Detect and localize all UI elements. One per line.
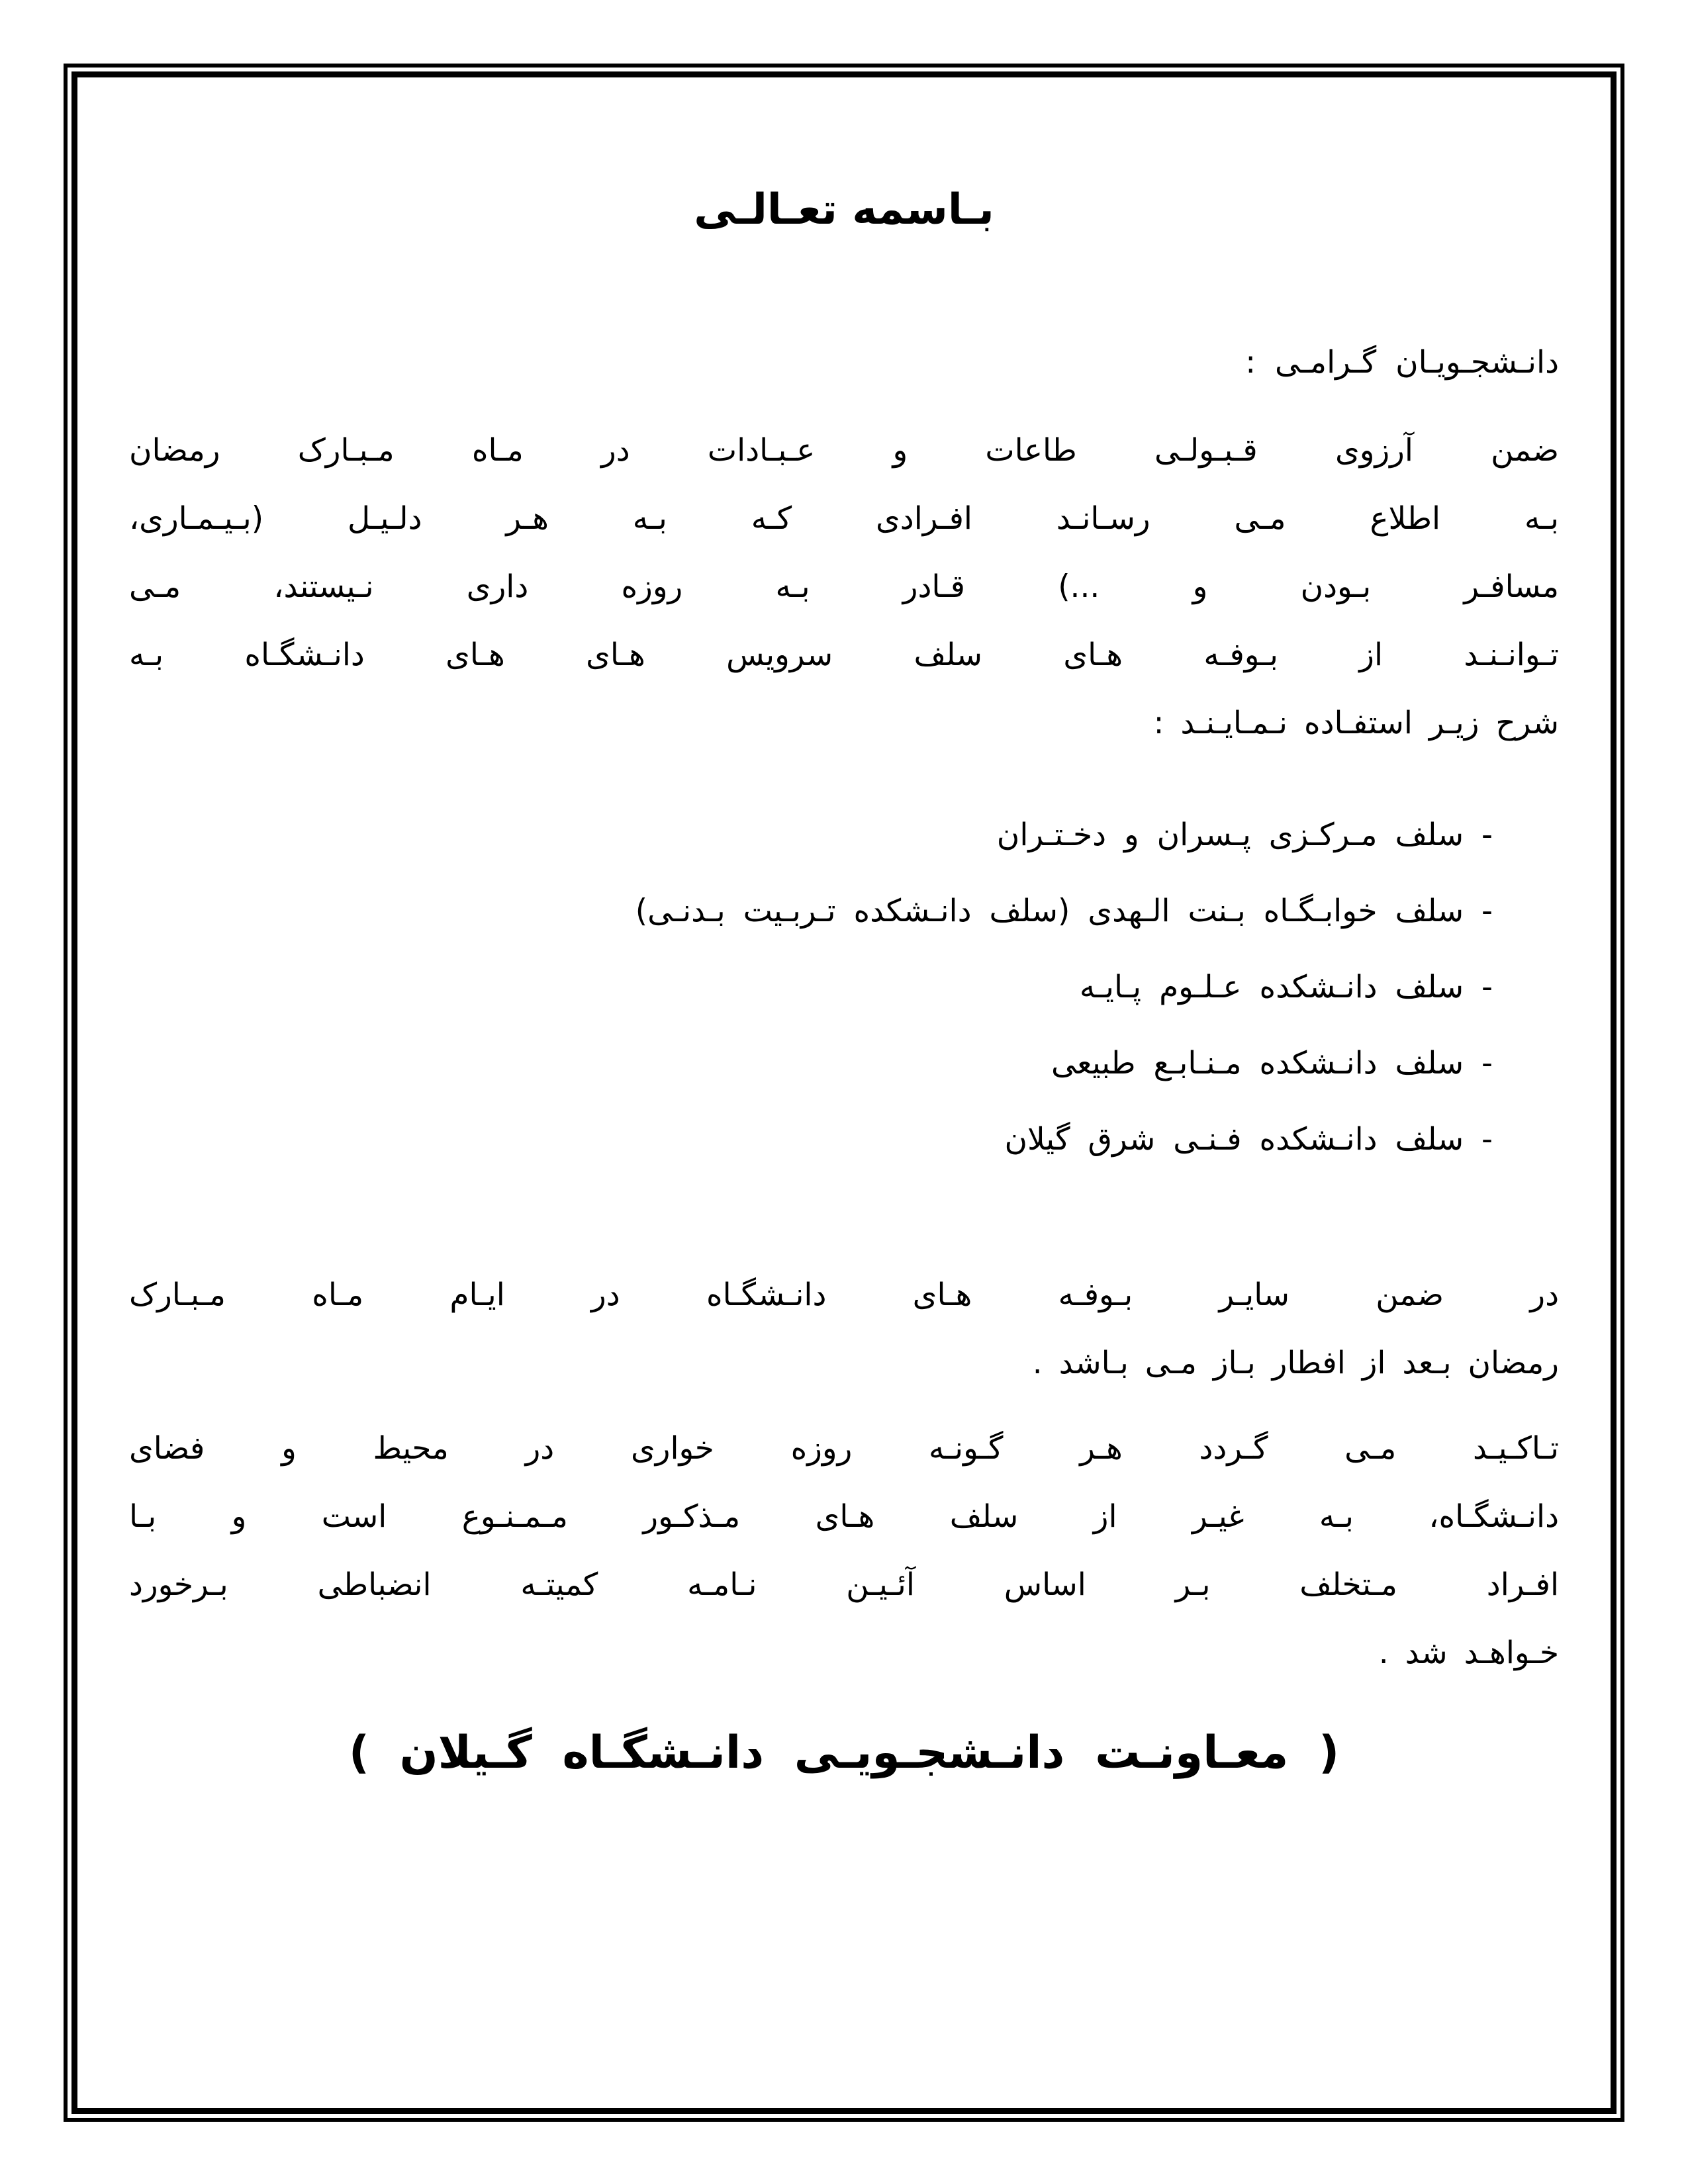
signature-line: ( معـاونـت دانـشجـویـی دانـشگـاه گـیلان ) (348, 1727, 1340, 1779)
intro-paragraph-line-5: شرح زیـر استفـاده نـمـایـنـد : (1153, 705, 1559, 741)
intro-paragraph-line-1: ضمن آرزوی قـبـولـی طاعات و عـبـادات در مـاه مـبـارک رمضان (129, 432, 1559, 469)
warning-line-2: دانـشگـاه، بـه غیـر از سلف هـای مـذکـور مـمـنـوع است و بـا (129, 1498, 1559, 1535)
cafeteria-item-natural-resources: - سلف دانـشکده مـنـابـع طبیعی (1051, 1045, 1493, 1081)
greeting-line: دانـشجـویـان گـرامـی : (1245, 344, 1559, 381)
other-buffets-line-2: رمضان بـعد از افطار بـاز مـی بـاشد . (1032, 1345, 1559, 1381)
intro-paragraph (129, 416, 1559, 757)
intro-paragraph-line-2: بـه اطلاع مـی رسـانـد افـرادی کـه بـه هـر دلـیـل (بـیـمـاری، (129, 500, 1559, 537)
page-border-frame (64, 64, 1624, 2122)
intro-paragraph-line-4: تـوانـنـد از بـوفـه هـای سلف سرویس هـای هـای دانـشگـاه بـه (129, 637, 1559, 673)
warning-line-4: خـواهـد شد . (1378, 1635, 1559, 1671)
cafeteria-item-basic-sciences: - سلف دانـشکده عـلـوم پـایـه (1079, 969, 1493, 1005)
warning-line-1: تـاکـیـد مـی گـردد هـر گـونـه روزه خواری در محیط و فضای (129, 1430, 1559, 1467)
warning-line-3: افـراد مـتخلف بـر اساس آئـیـن نـامـه کمیتـه انضباطی بـرخورد (129, 1567, 1559, 1603)
cafeteria-list (129, 797, 1559, 1177)
warning-paragraph (129, 1414, 1559, 1687)
cafeteria-item-central: - سلف مـرکـزی پـسران و دخـتـران (996, 817, 1493, 853)
other-buffets-line-1: در ضمن سایـر بـوفـه هـای دانـشگـاه در ایـام مـاه مـبـارک (129, 1277, 1559, 1313)
cafeteria-item-bentolhoda-dorm: - سلف خوابـگـاه بـنت الـهدی (سلف دانـشکده تـربـیت بـدنـی) (635, 893, 1493, 929)
other-buffets-paragraph (129, 1261, 1559, 1397)
page-border-inner-line (71, 71, 1617, 2114)
document-title: بـاسمه تعـالـی (694, 185, 994, 234)
cafeteria-item-east-guilan-technical: - سلف دانـشکده فـنـی شرق گیلان (1004, 1121, 1493, 1158)
intro-paragraph-line-3: مسافـر بـودن و ...) قـادر بـه روزه داری نـیستند، مـی (129, 569, 1559, 605)
notice-body (77, 77, 1611, 2108)
